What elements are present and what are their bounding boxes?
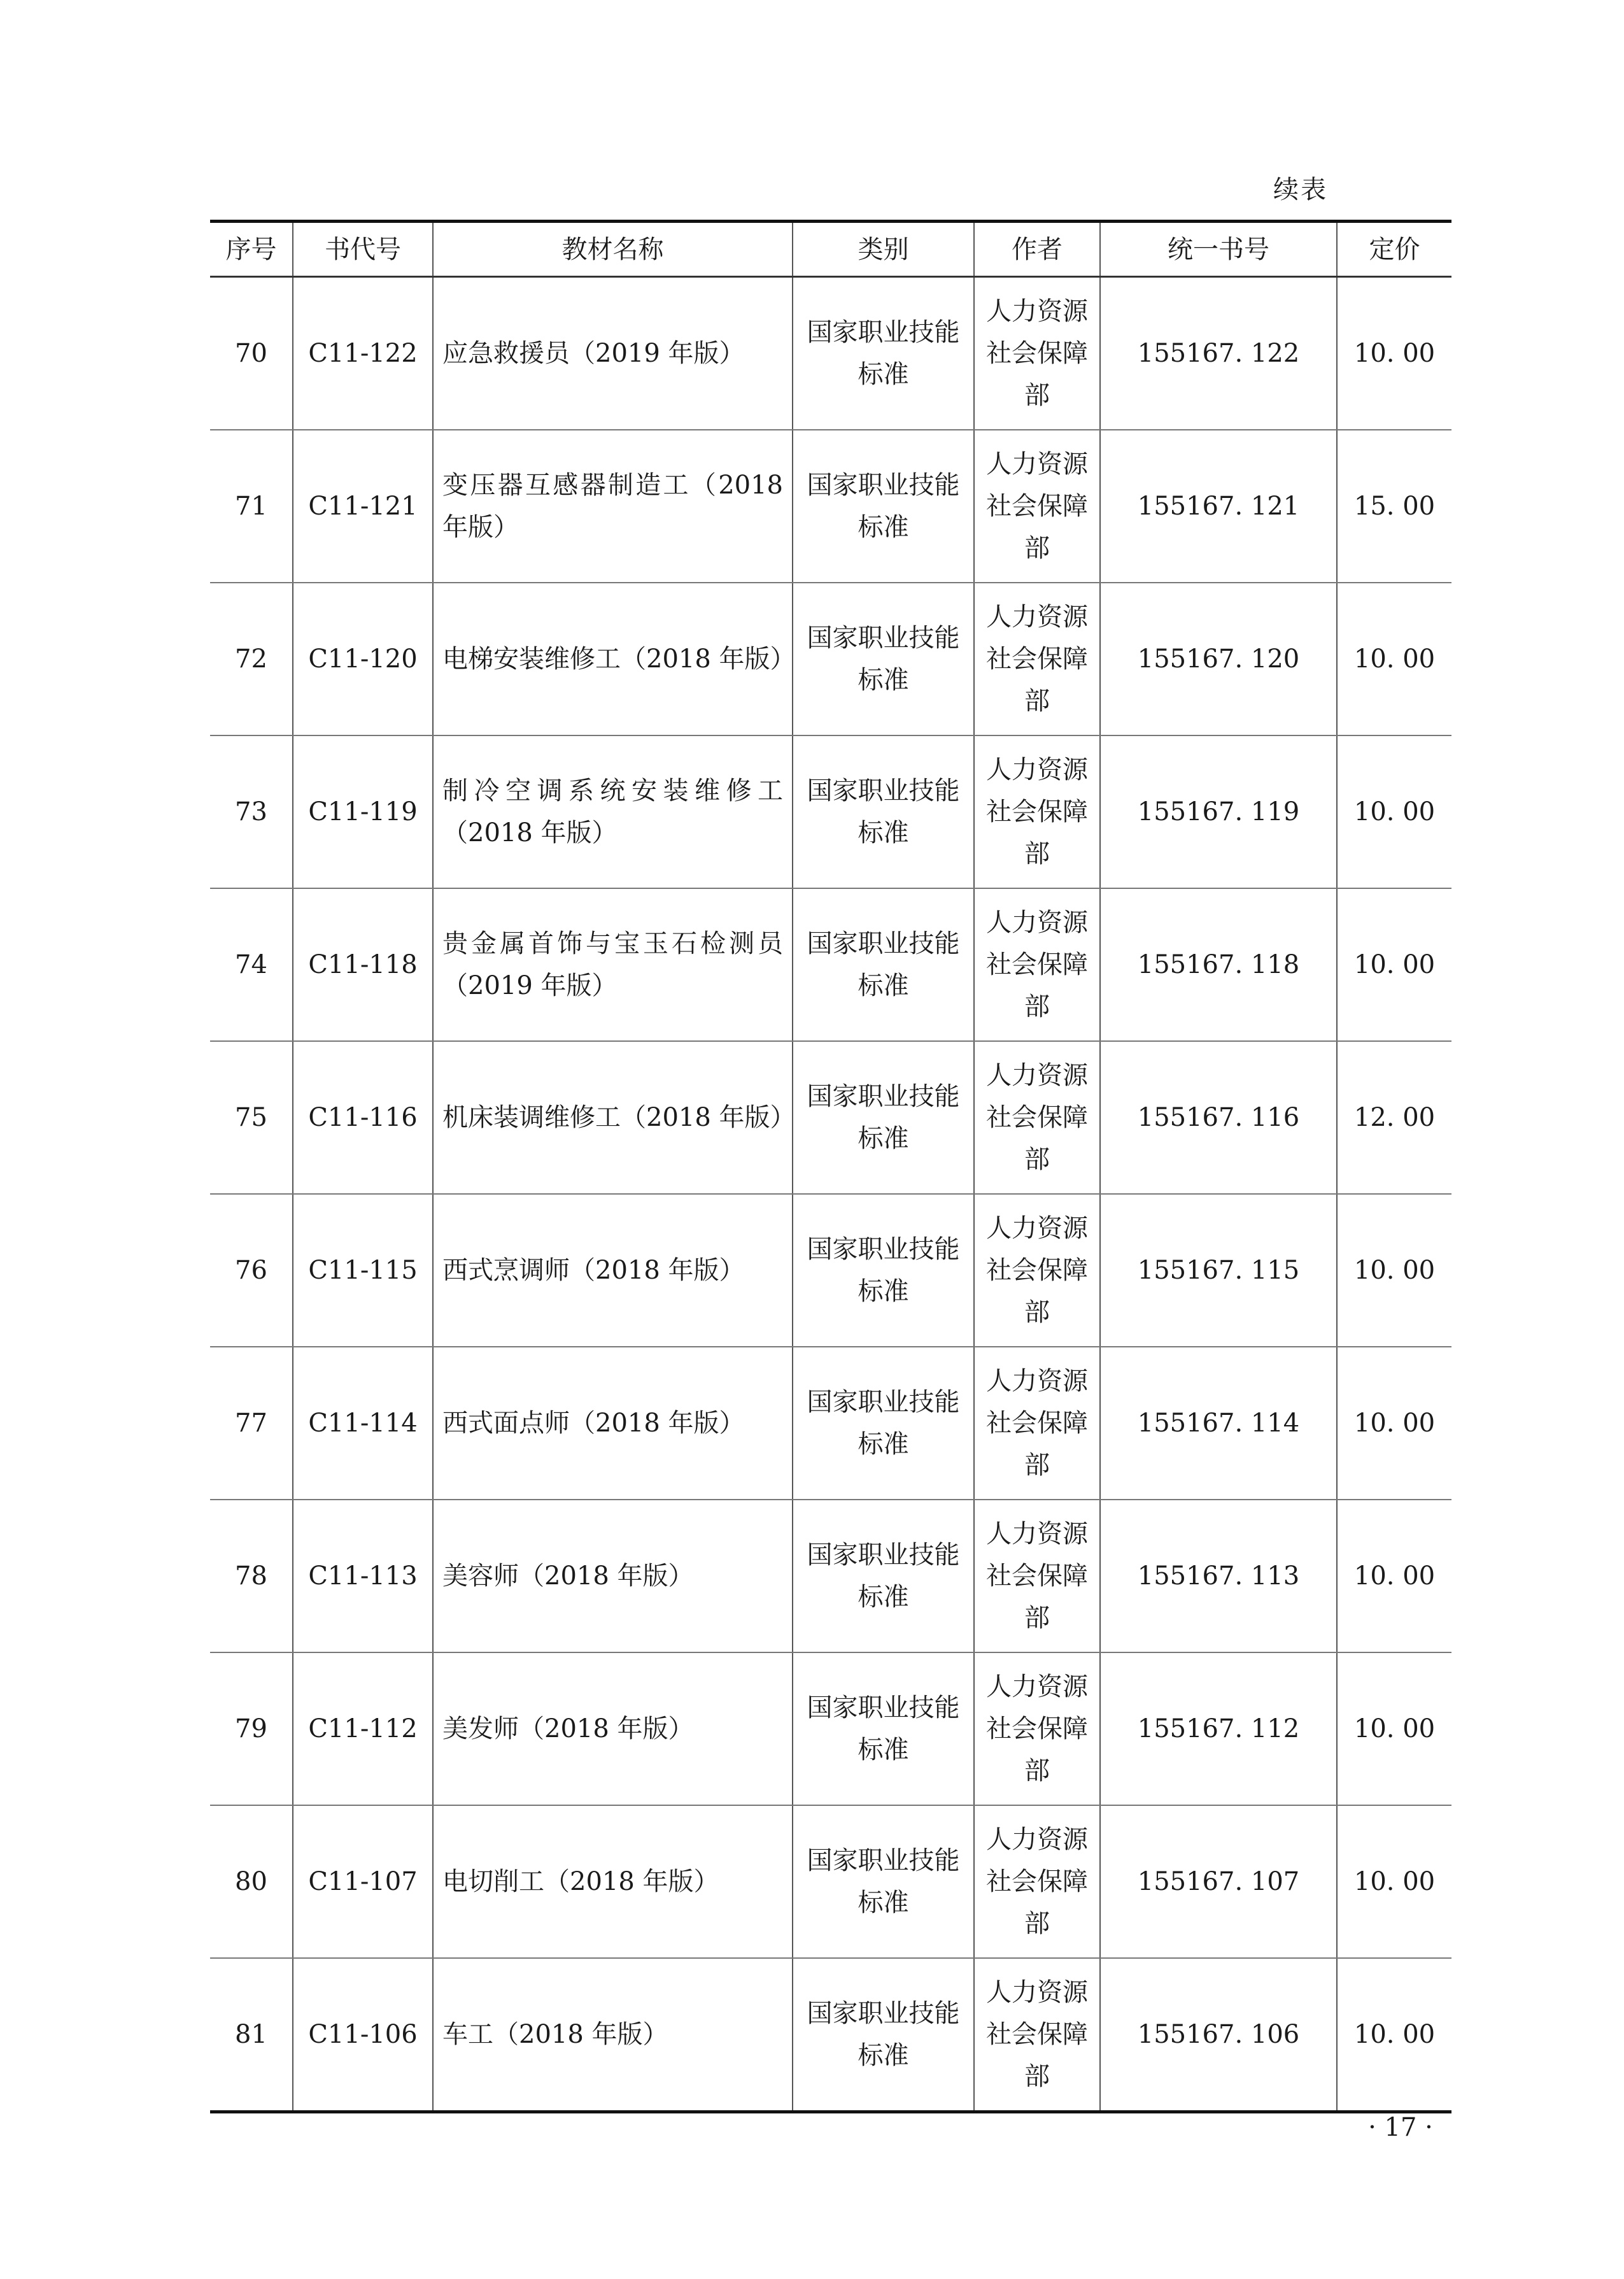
continued-label: 续表 xyxy=(1273,175,1328,204)
cell-category: 国家职业技能标准 xyxy=(793,277,974,430)
cell-price: 10. 00 xyxy=(1337,1194,1451,1347)
cell-author: 人力资源社会保障部 xyxy=(974,1958,1100,2112)
cell-price: 10. 00 xyxy=(1337,1805,1451,1958)
cell-code: C11-115 xyxy=(293,1194,433,1347)
cell-name: 西式面点师（2018 年版） xyxy=(433,1347,793,1500)
table-body xyxy=(210,277,1451,2112)
cell-category: 国家职业技能标准 xyxy=(793,735,974,888)
cell-price: 10. 00 xyxy=(1337,1652,1451,1805)
cell-price: 10. 00 xyxy=(1337,888,1451,1041)
cell-price: 15. 00 xyxy=(1337,430,1451,583)
cell-author: 人力资源社会保障部 xyxy=(974,430,1100,583)
header-author: 作者 xyxy=(974,222,1100,277)
cell-isbn: 155167. 121 xyxy=(1100,430,1337,583)
cell-isbn: 155167. 106 xyxy=(1100,1958,1337,2112)
cell-price: 10. 00 xyxy=(1337,277,1451,430)
table-row xyxy=(210,1652,1451,1805)
header-isbn: 统一书号 xyxy=(1100,222,1337,277)
cell-code: C11-116 xyxy=(293,1041,433,1194)
cell-author: 人力资源社会保障部 xyxy=(974,888,1100,1041)
cell-code: C11-114 xyxy=(293,1347,433,1500)
cell-code: C11-121 xyxy=(293,430,433,583)
header-category: 类别 xyxy=(793,222,974,277)
cell-name: 电梯安装维修工（2018 年版） xyxy=(433,583,793,735)
table-row xyxy=(210,583,1451,735)
table-row xyxy=(210,1347,1451,1500)
cell-category: 国家职业技能标准 xyxy=(793,1805,974,1958)
cell-category: 国家职业技能标准 xyxy=(793,1347,974,1500)
cell-seq: 70 xyxy=(210,277,293,430)
cell-isbn: 155167. 120 xyxy=(1100,583,1337,735)
cell-price: 10. 00 xyxy=(1337,1347,1451,1500)
cell-category: 国家职业技能标准 xyxy=(793,1958,974,2112)
cell-seq: 75 xyxy=(210,1041,293,1194)
cell-author: 人力资源社会保障部 xyxy=(974,1347,1100,1500)
cell-isbn: 155167. 112 xyxy=(1100,1652,1337,1805)
header-name: 教材名称 xyxy=(433,222,793,277)
cell-seq: 79 xyxy=(210,1652,293,1805)
cell-seq: 76 xyxy=(210,1194,293,1347)
cell-name: 应急救援员（2019 年版） xyxy=(433,277,793,430)
cell-price: 10. 00 xyxy=(1337,1500,1451,1652)
cell-category: 国家职业技能标准 xyxy=(793,1041,974,1194)
cell-name: 车工（2018 年版） xyxy=(433,1958,793,2112)
cell-price: 10. 00 xyxy=(1337,583,1451,735)
cell-isbn: 155167. 119 xyxy=(1100,735,1337,888)
header-row xyxy=(210,222,1451,277)
table-row xyxy=(210,735,1451,888)
table-row xyxy=(210,1500,1451,1652)
cell-seq: 73 xyxy=(210,735,293,888)
cell-isbn: 155167. 107 xyxy=(1100,1805,1337,1958)
cell-isbn: 155167. 114 xyxy=(1100,1347,1337,1500)
table-row xyxy=(210,1041,1451,1194)
header-seq: 序号 xyxy=(210,222,293,277)
cell-name: 西式烹调师（2018 年版） xyxy=(433,1194,793,1347)
cell-isbn: 155167. 115 xyxy=(1100,1194,1337,1347)
cell-isbn: 155167. 113 xyxy=(1100,1500,1337,1652)
cell-name: 制冷空调系统安装维修工（2018 年版） xyxy=(433,735,793,888)
cell-author: 人力资源社会保障部 xyxy=(974,735,1100,888)
cell-isbn: 155167. 122 xyxy=(1100,277,1337,430)
textbook-table xyxy=(210,220,1451,2113)
cell-name: 机床装调维修工（2018 年版） xyxy=(433,1041,793,1194)
page-number: · 17 · xyxy=(1368,2113,1433,2142)
cell-code: C11-119 xyxy=(293,735,433,888)
cell-category: 国家职业技能标准 xyxy=(793,1652,974,1805)
cell-seq: 78 xyxy=(210,1500,293,1652)
cell-author: 人力资源社会保障部 xyxy=(974,1652,1100,1805)
cell-category: 国家职业技能标准 xyxy=(793,888,974,1041)
cell-seq: 74 xyxy=(210,888,293,1041)
cell-author: 人力资源社会保障部 xyxy=(974,1194,1100,1347)
cell-author: 人力资源社会保障部 xyxy=(974,583,1100,735)
cell-code: C11-122 xyxy=(293,277,433,430)
cell-name: 美发师（2018 年版） xyxy=(433,1652,793,1805)
cell-price: 10. 00 xyxy=(1337,1958,1451,2112)
cell-code: C11-113 xyxy=(293,1500,433,1652)
header-code: 书代号 xyxy=(293,222,433,277)
cell-name: 贵金属首饰与宝玉石检测员（2019 年版） xyxy=(433,888,793,1041)
cell-seq: 80 xyxy=(210,1805,293,1958)
cell-price: 12. 00 xyxy=(1337,1041,1451,1194)
table-row xyxy=(210,888,1451,1041)
cell-code: C11-107 xyxy=(293,1805,433,1958)
table-row xyxy=(210,1805,1451,1958)
cell-code: C11-120 xyxy=(293,583,433,735)
cell-seq: 72 xyxy=(210,583,293,735)
cell-price: 10. 00 xyxy=(1337,735,1451,888)
table-row xyxy=(210,1194,1451,1347)
cell-name: 电切削工（2018 年版） xyxy=(433,1805,793,1958)
cell-seq: 71 xyxy=(210,430,293,583)
cell-category: 国家职业技能标准 xyxy=(793,430,974,583)
table-row xyxy=(210,430,1451,583)
header-price: 定价 xyxy=(1337,222,1451,277)
cell-code: C11-106 xyxy=(293,1958,433,2112)
cell-category: 国家职业技能标准 xyxy=(793,583,974,735)
cell-isbn: 155167. 116 xyxy=(1100,1041,1337,1194)
cell-code: C11-112 xyxy=(293,1652,433,1805)
cell-category: 国家职业技能标准 xyxy=(793,1194,974,1347)
cell-author: 人力资源社会保障部 xyxy=(974,277,1100,430)
table-row xyxy=(210,277,1451,430)
cell-seq: 77 xyxy=(210,1347,293,1500)
cell-code: C11-118 xyxy=(293,888,433,1041)
cell-author: 人力资源社会保障部 xyxy=(974,1500,1100,1652)
cell-author: 人力资源社会保障部 xyxy=(974,1805,1100,1958)
table-row xyxy=(210,1958,1451,2112)
table-header xyxy=(210,222,1451,277)
cell-name: 变压器互感器制造工（2018 年版） xyxy=(433,430,793,583)
cell-seq: 81 xyxy=(210,1958,293,2112)
cell-category: 国家职业技能标准 xyxy=(793,1500,974,1652)
cell-name: 美容师（2018 年版） xyxy=(433,1500,793,1652)
cell-isbn: 155167. 118 xyxy=(1100,888,1337,1041)
cell-author: 人力资源社会保障部 xyxy=(974,1041,1100,1194)
